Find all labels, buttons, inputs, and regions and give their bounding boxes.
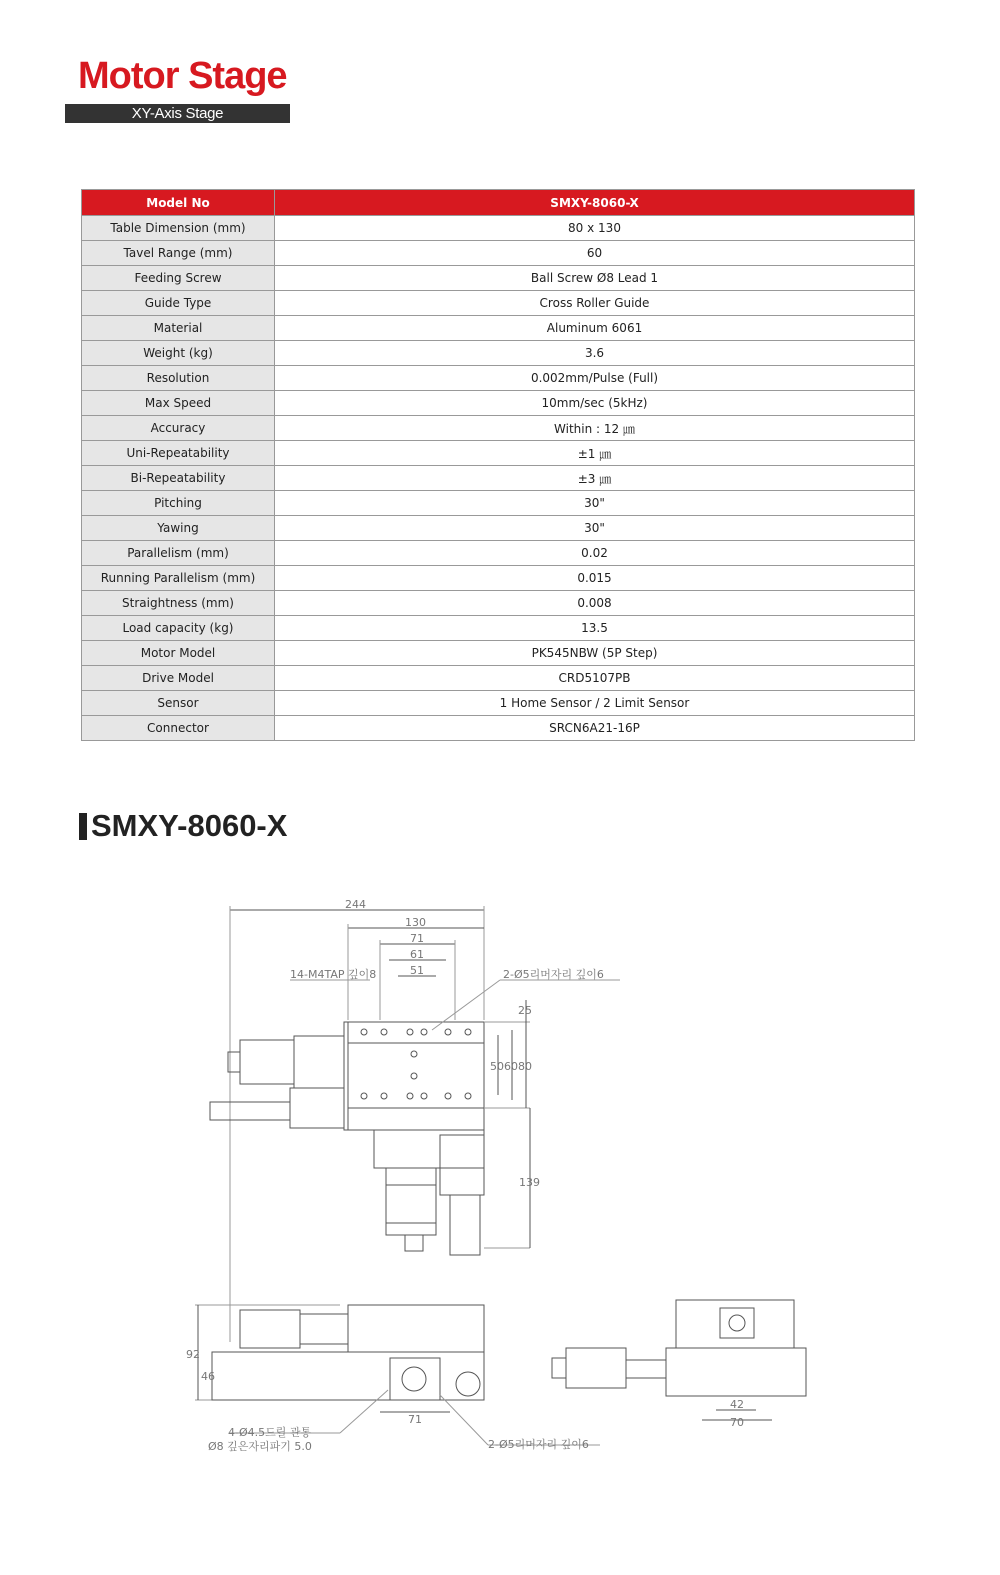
- row-value: 30": [275, 516, 915, 541]
- hole: [445, 1093, 451, 1099]
- row-label: Bi-Repeatability: [82, 466, 275, 491]
- page-title: Motor Stage: [78, 55, 287, 97]
- table-row: [82, 666, 915, 691]
- side-top: [676, 1300, 794, 1348]
- row-value: 0.015: [275, 566, 915, 591]
- note-text: 2-Ø5리머자리 깊이6: [488, 1438, 589, 1451]
- row-label: Weight (kg): [82, 341, 275, 366]
- row-label: Straightness (mm): [82, 591, 275, 616]
- header-value-cell: SMXY-8060-X: [275, 190, 915, 216]
- dim-text: 70: [730, 1416, 744, 1429]
- row-label: Parallelism (mm): [82, 541, 275, 566]
- row-value: 1 Home Sensor / 2 Limit Sensor: [275, 691, 915, 716]
- table-row: [82, 291, 915, 316]
- y-motor-body: [386, 1185, 436, 1235]
- row-value: Aluminum 6061: [275, 316, 915, 341]
- table-row: [82, 216, 915, 241]
- row-label: Sensor: [82, 691, 275, 716]
- section-marker: [79, 813, 87, 840]
- dim-text: 60: [504, 1060, 518, 1073]
- note-text: Ø8 깊은자리파기 5.0: [208, 1440, 312, 1453]
- table-row: [82, 316, 915, 341]
- hole: [465, 1029, 471, 1035]
- row-value: 0.002mm/Pulse (Full): [275, 366, 915, 391]
- sensor-block: [290, 1088, 344, 1128]
- row-value: ±3 ㎛: [275, 466, 915, 491]
- row-value: 10mm/sec (5kHz): [275, 391, 915, 416]
- row-label: Pitching: [82, 491, 275, 516]
- table-row: [82, 341, 915, 366]
- hole: [407, 1093, 413, 1099]
- hole: [411, 1073, 417, 1079]
- spec-table-header-row: [82, 190, 915, 216]
- table-row: [82, 591, 915, 616]
- row-label: Motor Model: [82, 641, 275, 666]
- table-row: [82, 516, 915, 541]
- y-motor-coupler: [386, 1168, 436, 1223]
- front-sensor-box: [390, 1358, 440, 1400]
- hole: [381, 1029, 387, 1035]
- dim-text: 50: [490, 1060, 504, 1073]
- row-label: Load capacity (kg): [82, 616, 275, 641]
- row-label: Max Speed: [82, 391, 275, 416]
- row-label: Table Dimension (mm): [82, 216, 275, 241]
- dim-text: 61: [410, 948, 424, 961]
- row-label: Yawing: [82, 516, 275, 541]
- row-label: Uni-Repeatability: [82, 441, 275, 466]
- hole: [361, 1093, 367, 1099]
- note-text: 14-M4TAP 깊이8: [290, 968, 377, 981]
- table-row: [82, 641, 915, 666]
- row-value: CRD5107PB: [275, 666, 915, 691]
- side-knob: [552, 1358, 566, 1378]
- hole: [411, 1051, 417, 1057]
- row-value: 13.5: [275, 616, 915, 641]
- table-row: [82, 691, 915, 716]
- header-label-cell: Model No: [82, 190, 275, 216]
- row-value: 0.02: [275, 541, 915, 566]
- row-label: Resolution: [82, 366, 275, 391]
- table-row: [82, 491, 915, 516]
- hole: [421, 1093, 427, 1099]
- dim-text: 92: [186, 1348, 200, 1361]
- side-circle: [729, 1315, 745, 1331]
- table-edge: [344, 1022, 348, 1130]
- dim-text: 46: [201, 1370, 215, 1383]
- row-value: PK545NBW (5P Step): [275, 641, 915, 666]
- motor-body: [240, 1040, 294, 1084]
- side-sensor: [720, 1308, 754, 1338]
- hole: [445, 1029, 451, 1035]
- section-title: [79, 808, 287, 844]
- table-row: [82, 241, 915, 266]
- note-text: 2-Ø5리머자리 깊이6: [503, 968, 604, 981]
- front-knob-circle: [456, 1372, 480, 1396]
- hole: [421, 1029, 427, 1035]
- front-motor: [240, 1310, 300, 1348]
- spec-table: [81, 189, 915, 741]
- page-subtitle: XY-Axis Stage: [65, 104, 290, 123]
- y-connector: [450, 1195, 480, 1255]
- row-label: Guide Type: [82, 291, 275, 316]
- row-value: SRCN6A21-16P: [275, 716, 915, 741]
- row-value: 30": [275, 491, 915, 516]
- table-row: [82, 466, 915, 491]
- dim-text: 139: [519, 1176, 540, 1189]
- front-view: [195, 1305, 600, 1445]
- hole: [465, 1093, 471, 1099]
- motor-coupler: [294, 1036, 344, 1088]
- table-row: [82, 716, 915, 741]
- row-value: 0.008: [275, 591, 915, 616]
- dim-text: 130: [405, 916, 426, 929]
- hole: [381, 1093, 387, 1099]
- row-label: Connector: [82, 716, 275, 741]
- table-row: [82, 441, 915, 466]
- table-row: [82, 566, 915, 591]
- leader-line: [440, 1395, 488, 1445]
- dim-text: 42: [730, 1398, 744, 1411]
- front-motor-circle: [402, 1367, 426, 1391]
- dim-text: 71: [408, 1413, 422, 1426]
- front-coupler: [300, 1314, 348, 1344]
- row-label: Accuracy: [82, 416, 275, 441]
- row-label: Running Parallelism (mm): [82, 566, 275, 591]
- row-label: Drive Model: [82, 666, 275, 691]
- row-value: 80 x 130: [275, 216, 915, 241]
- table-row: [82, 416, 915, 441]
- note-text: 4-Ø4.5드릴 관통: [228, 1426, 312, 1439]
- row-value: 3.6: [275, 341, 915, 366]
- table-row: [82, 266, 915, 291]
- row-label: Feeding Screw: [82, 266, 275, 291]
- dim-text: 80: [518, 1060, 532, 1073]
- side-base: [666, 1348, 806, 1396]
- row-value: Cross Roller Guide: [275, 291, 915, 316]
- dim-text: 25: [518, 1004, 532, 1017]
- row-label: Material: [82, 316, 275, 341]
- row-value: Within : 12 ㎛: [275, 416, 915, 441]
- hole: [361, 1029, 367, 1035]
- side-coupler: [626, 1360, 666, 1378]
- row-value: Ball Screw Ø8 Lead 1: [275, 266, 915, 291]
- row-value: ±1 ㎛: [275, 441, 915, 466]
- y-sensor-block: [440, 1135, 484, 1195]
- dim-text: 244: [345, 898, 366, 911]
- table-row: [82, 366, 915, 391]
- section-title-text: SMXY-8060-X: [91, 808, 288, 843]
- connector-cable: [210, 1102, 290, 1120]
- table-row: [82, 391, 915, 416]
- dim-text: 71: [410, 932, 424, 945]
- y-motor-knob: [405, 1235, 423, 1251]
- row-label: Tavel Range (mm): [82, 241, 275, 266]
- table-row: [82, 616, 915, 641]
- side-view: [552, 1300, 806, 1420]
- hole: [407, 1029, 413, 1035]
- table-plate: [348, 1022, 484, 1130]
- row-value: 60: [275, 241, 915, 266]
- y-slider: [374, 1130, 484, 1168]
- front-base: [212, 1352, 484, 1400]
- dim-text: 51: [410, 964, 424, 977]
- table-row: [82, 541, 915, 566]
- side-motor: [566, 1348, 626, 1388]
- front-table: [348, 1305, 484, 1352]
- technical-drawing: [0, 880, 1000, 1480]
